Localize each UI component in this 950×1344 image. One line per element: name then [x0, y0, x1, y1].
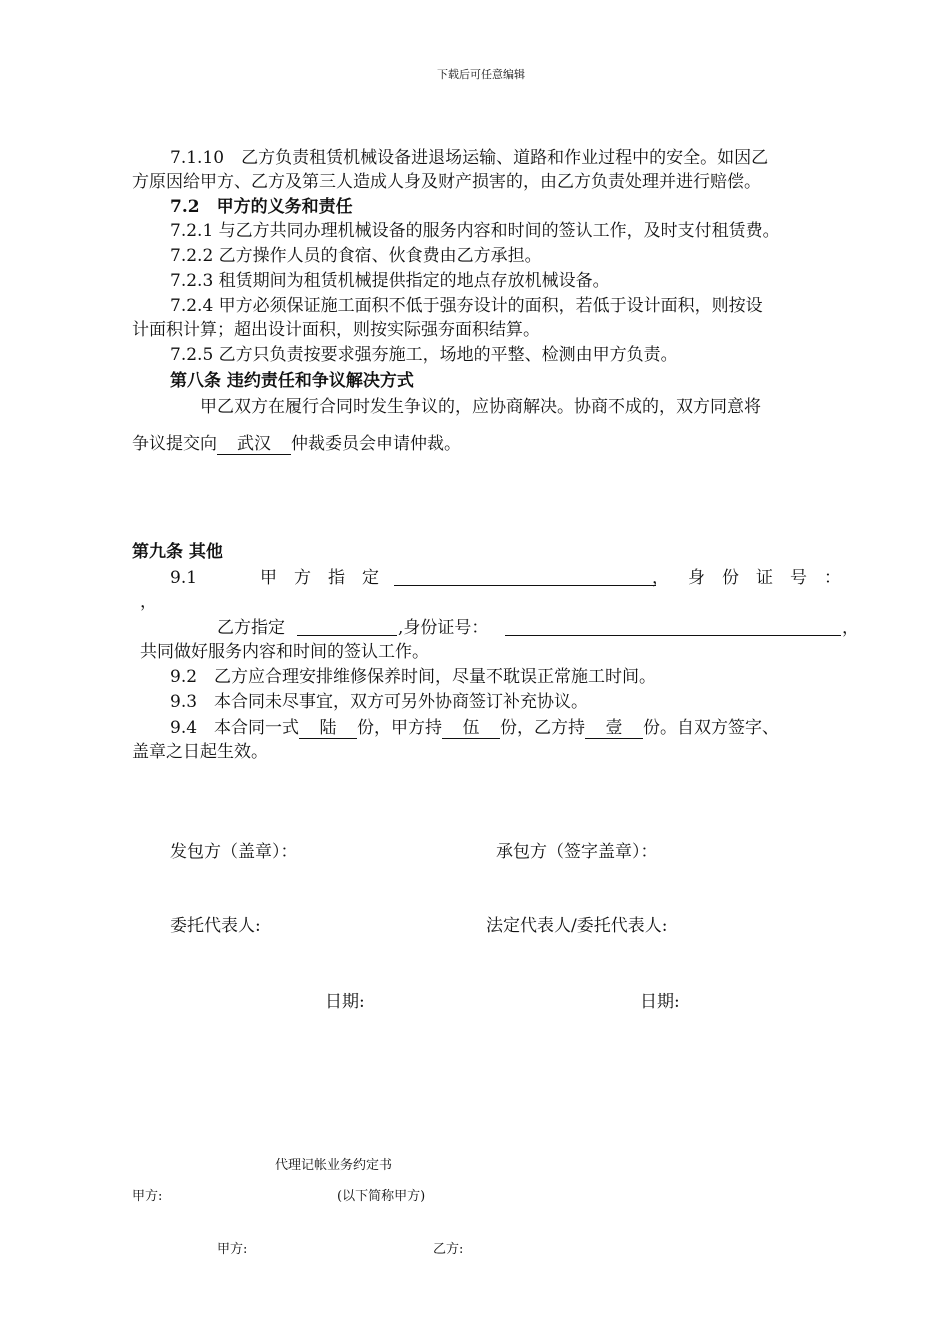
next-party-b-sign-label: 乙方: — [433, 1242, 464, 1257]
clause-7-2-4-line1: 7.2.4 甲方必须保证施工面积不低于强夯设计的面积，若低于设计面积，则按设 — [170, 296, 763, 316]
article-8-prefix: 争议提交向 — [132, 434, 217, 454]
employer-seal-label: 发包方（盖章）： — [170, 842, 298, 862]
section-7-2-heading: 7.2 甲方的义务和责任 — [170, 197, 353, 217]
clause-7-2-1: 7.2.1 与乙方共同办理机械设备的服务内容和时间的签认工作，及时支付租赁费。 — [170, 221, 780, 241]
clause-9-4-party-a: 份，甲方持 — [357, 718, 443, 738]
contractor-seal-label: 承包方（签字盖章）： — [496, 842, 658, 862]
clause-7-1-10-line2: 方原因给甲方、乙方及第三人造成人身及财产损害的，由乙方负责处理并进行赔偿。 — [132, 172, 761, 192]
article-8-line2 — [132, 432, 461, 456]
clause-9-1-wrap-comma: ， — [140, 592, 157, 612]
next-party-a-label: 甲方: — [132, 1189, 163, 1204]
next-party-a-sign-label: 甲方: — [217, 1242, 248, 1257]
clause-9-3: 9.3 本合同未尽事宜，双方可另外协商签订补充协议。 — [170, 692, 589, 712]
employer-date-label: 日期: — [325, 992, 365, 1012]
employer-representative-label: 委托代表人: — [170, 916, 261, 936]
clause-9-4-line1 — [170, 716, 779, 740]
party-b-line-comma: ， — [842, 618, 859, 638]
next-party-a-note: (以下简称甲方) — [337, 1189, 426, 1204]
article-8-suffix: 仲裁委员会申请仲裁。 — [291, 434, 461, 454]
clause-7-2-5: 7.2.5 乙方只负责按要求强夯施工，场地的平整、检测由甲方负责。 — [170, 345, 678, 365]
clause-9-4-party-b: 份，乙方持 — [500, 718, 586, 738]
party-b-id-label: ,身份证号： — [398, 618, 489, 638]
article-8-heading: 第八条 违约责任和争议解决方式 — [170, 371, 414, 391]
total-copies-field: 陆 — [299, 718, 357, 739]
clause-7-2-4-line2: 计面积计算；超出设计面积，则按实际强夯面积结算。 — [132, 320, 540, 340]
clause-9-1-line3: 共同做好服务内容和时间的签认工作。 — [140, 642, 429, 662]
party-b-designee-label: 乙方指定 — [217, 618, 285, 638]
page-header: 下载后可任意编辑 — [437, 68, 525, 81]
clause-7-2-3: 7.2.3 租赁期间为租赁机械提供指定的地点存放机械设备。 — [170, 271, 610, 291]
article-8-line1: 甲乙双方在履行合同时发生争议的，应协商解决。协商不成的，双方同意将 — [200, 397, 761, 417]
next-document-title: 代理记帐业务约定书 — [275, 1158, 393, 1173]
clause-7-1-10-line1: 7.1.10 乙方负责租赁机械设备进退场运输、道路和作业过程中的安全。如因乙 — [170, 148, 769, 168]
clause-9-1-party-a-label: 甲 方 指 定 — [260, 568, 379, 588]
contractor-representative-label: 法定代表人/委托代表人: — [486, 916, 668, 936]
article-9-heading: 第九条 其他 — [132, 542, 223, 562]
contractor-date-label: 日期: — [640, 992, 680, 1012]
clause-7-2-2: 7.2.2 乙方操作人员的食宿、伙食费由乙方承担。 — [170, 246, 542, 266]
clause-9-1-id-label: 身 份 证 号 ： — [688, 568, 841, 588]
clause-9-4-line2: 盖章之日起生效。 — [132, 742, 268, 762]
arbitration-city-field: 武汉 — [217, 434, 291, 455]
clause-9-4-effect: 份。自双方签字、 — [643, 718, 780, 738]
party-b-copies-field: 壹 — [585, 718, 643, 739]
party-a-copies-field: 伍 — [442, 718, 500, 739]
party-b-designee-blank — [297, 635, 397, 636]
clause-9-1-number: 9.1 — [170, 568, 198, 588]
clause-9-1-comma: ， — [652, 568, 669, 588]
clause-9-4-prefix: 9.4 本合同一式 — [170, 718, 300, 738]
clause-9-2: 9.2 乙方应合理安排维修保养时间，尽量不耽误正常施工时间。 — [170, 667, 657, 687]
party-a-designee-blank — [394, 585, 656, 586]
party-b-id-blank — [505, 635, 841, 636]
